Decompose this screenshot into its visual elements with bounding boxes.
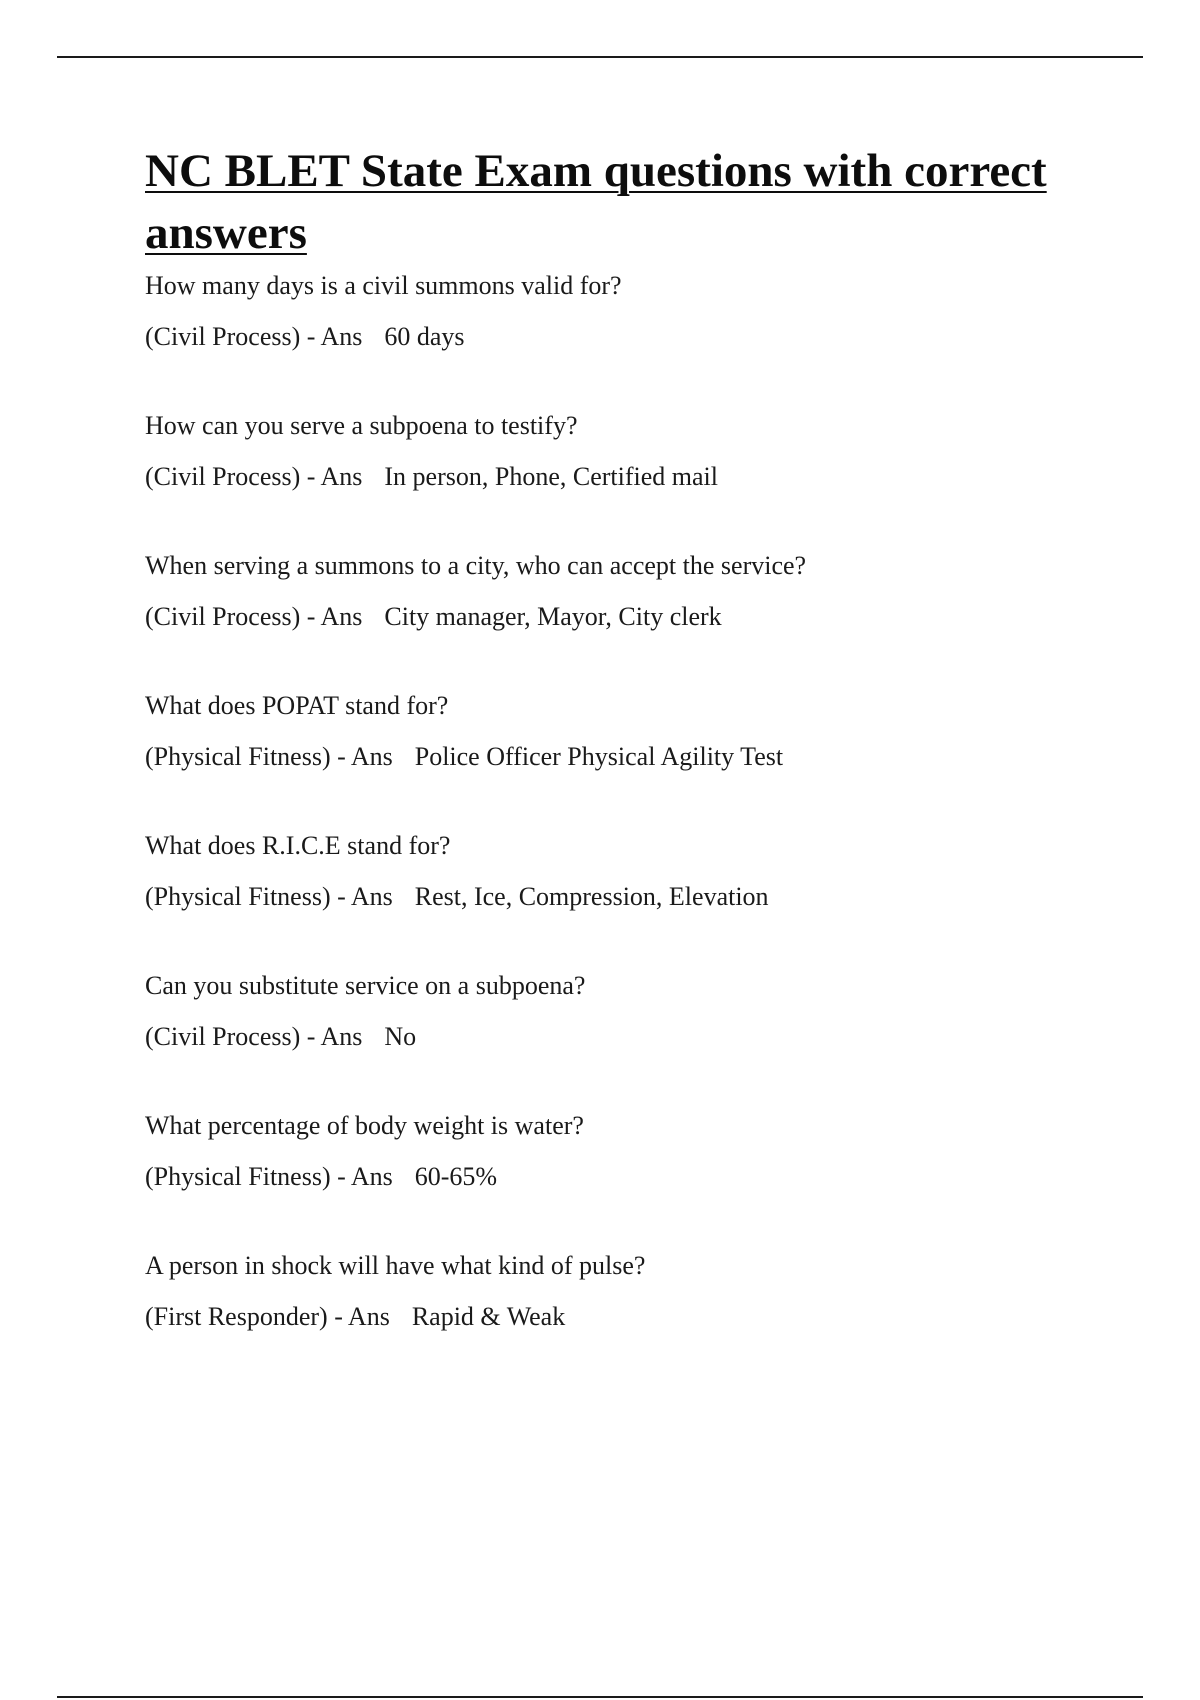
answer-line: [145, 1299, 1105, 1335]
qa-item: [145, 828, 1105, 915]
answer-text: City manager, Mayor, City clerk: [384, 602, 722, 631]
answer-separator: - Ans: [306, 602, 363, 631]
question-category: (Physical Fitness): [145, 742, 331, 771]
question-text: Can you substitute service on a subpoena?: [145, 971, 586, 1000]
answer-separator: - Ans: [337, 1162, 393, 1191]
answer-separator: - Ans: [306, 322, 363, 351]
answer-separator: - Ans: [337, 742, 393, 771]
qa-item: [145, 688, 1105, 775]
answer-text: Rest, Ice, Compression, Elevation: [414, 882, 769, 911]
answer-text: In person, Phone, Certified mail: [384, 462, 718, 491]
qa-item: [145, 408, 1105, 495]
question-category: (Civil Process): [145, 462, 301, 491]
qa-item: [145, 548, 1105, 635]
question-text: What does R.I.C.E stand for?: [145, 831, 451, 860]
answer-line: [145, 879, 1105, 915]
answer-separator: - Ans: [334, 1302, 390, 1331]
qa-item: [145, 268, 1105, 355]
qa-item: [145, 1248, 1105, 1335]
document-body: [145, 140, 1105, 1388]
bottom-rule: [57, 1696, 1143, 1698]
question-text: When serving a summons to a city, who can accept the service?: [145, 551, 807, 580]
document-title: NC BLET State Exam questions with correct answers: [145, 145, 1047, 259]
answer-text: Police Officer Physical Agility Test: [414, 742, 784, 771]
question-category: (First Responder): [145, 1302, 328, 1331]
answer-line: [145, 1159, 1105, 1195]
answer-text: 60-65%: [414, 1162, 498, 1191]
answer-line: [145, 319, 1105, 355]
question-category: (Physical Fitness): [145, 882, 331, 911]
answer-text: 60 days: [384, 322, 465, 351]
top-rule: [57, 56, 1143, 58]
question-text: A person in shock will have what kind of pulse?: [145, 1251, 646, 1280]
question-text: How many days is a civil summons valid for?: [145, 271, 622, 300]
qa-list: [145, 268, 1105, 1335]
answer-line: [145, 1019, 1105, 1055]
answer-text: No: [384, 1022, 417, 1051]
answer-line: [145, 739, 1105, 775]
question-text: What percentage of body weight is water?: [145, 1111, 584, 1140]
answer-text: Rapid & Weak: [411, 1302, 566, 1331]
question-category: (Physical Fitness): [145, 1162, 331, 1191]
question-category: (Civil Process): [145, 322, 301, 351]
qa-item: [145, 968, 1105, 1055]
question-category: (Civil Process): [145, 1022, 301, 1051]
qa-item: [145, 1108, 1105, 1195]
answer-line: [145, 599, 1105, 635]
answer-line: [145, 459, 1105, 495]
question-text: What does POPAT stand for?: [145, 691, 449, 720]
answer-separator: - Ans: [306, 1022, 363, 1051]
question-text: How can you serve a subpoena to testify?: [145, 411, 578, 440]
answer-separator: - Ans: [337, 882, 393, 911]
answer-separator: - Ans: [306, 462, 363, 491]
question-category: (Civil Process): [145, 602, 301, 631]
